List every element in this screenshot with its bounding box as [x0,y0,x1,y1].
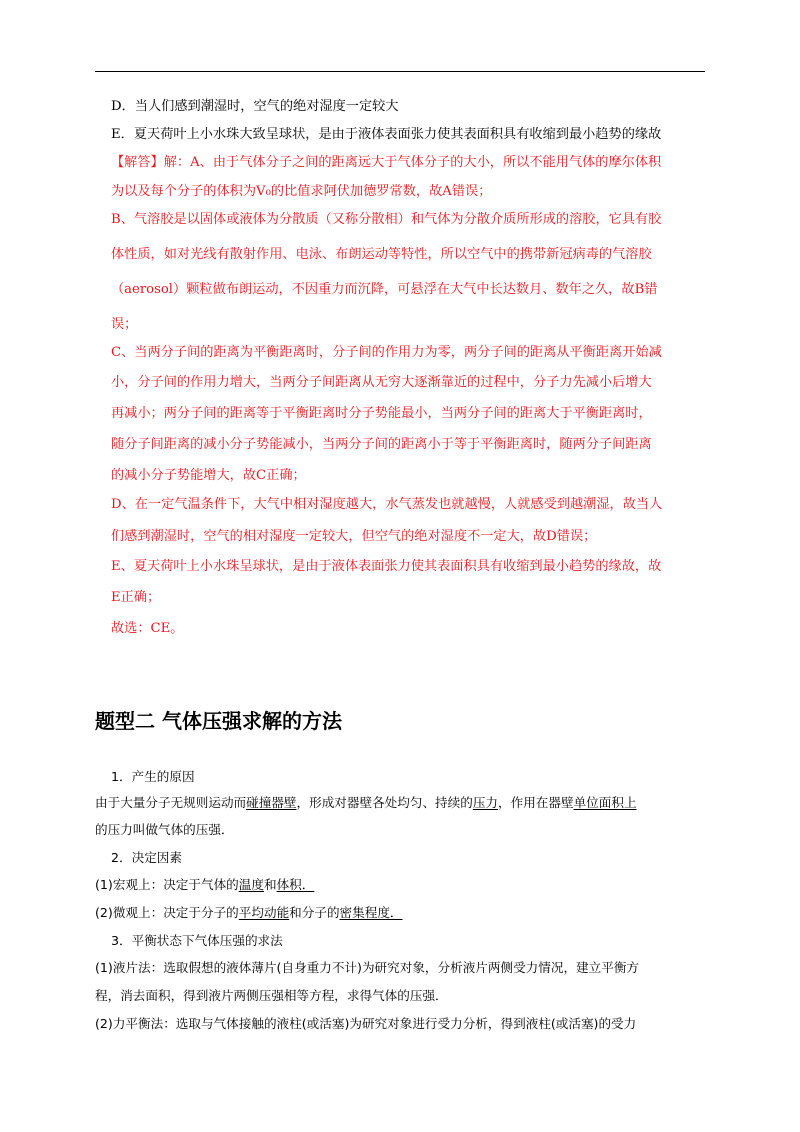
p3-method-1-line-1: (1)液片法：选取假想的液体薄片(自身重力不计)为研究对象，分析液片两侧受力情况，建立平衡方 [95,960,640,975]
option-e: E．夏天荷叶上小水珠大致呈球状，是由于液体表面张力使其表面积具有收缩到最小趋势的缘故 [111,127,662,142]
p3-title: 3．平衡状态下气体压强的求法 [111,933,283,948]
answer-line-15: E正确； [111,590,161,605]
p2-macro: (1)宏观上：决定于气体的温度和体积． [95,877,315,892]
answer-line-9: 再减小；两分子间的距离等于平衡距离时分子势能最小，当两分子间的距离大于平衡距离时， [111,406,652,421]
answer-line-6: 误； [111,317,138,332]
p2-title: 2．决定因素 [111,850,182,865]
answer-line-4: 体性质，如对光线有散射作用、电泳、布朗运动等特性，所以空气中的携带新冠病毒的气溶胶 [111,247,652,262]
answer-line-11: 的减小分子势能增大，故C正确； [111,468,306,483]
answer-tag: 【解答】 [111,155,164,170]
answer-line-12: D、在一定气温条件下，大气中相对湿度越大，水气蒸发也就越慢，人就感受到越潮湿，故当人 [111,497,663,512]
section-title: 题型二 气体压强求解的方法 [95,709,342,733]
answer-line-3: B、气溶胶是以固体或液体为分散质（又称分散相）和气体为分散介质所形成的溶胶，它具有胶 [111,212,662,227]
p3-method-1-line-2: 程，消去面积，得到液片两侧压强相等方程，求得气体的压强． [95,988,448,1003]
answer-line-2: 为以及每个分子的体积为V₀的比值求阿伏加德罗常数，故A错误； [111,184,492,199]
answer-line-7: C、当两分子间的距离为平衡距离时，分子间的作用力为零，两分子间的距离从平衡距离开始减 [111,345,662,360]
p1-title: 1．产生的原因 [111,769,195,784]
answer-line-16: 故选：CE。 [111,621,184,636]
answer-line-8: 小，分子间的作用力增大，当两分子间距离从无穷大逐渐靠近的过程中，分子力先减小后增大 [111,375,652,390]
p1-body-line-2: 的压力叫做气体的压强． [95,822,234,837]
header-rule [95,71,705,72]
p2-micro: (2)微观上：决定于分子的平均动能和分子的密集程度． [95,905,403,920]
answer-line-5: （aerosol）颗粒做布朗运动，不因重力而沉降，可悬浮在大气中长达数月、数年之久，故B错 [111,282,658,297]
option-d: D．当人们感到潮湿时，空气的绝对湿度一定较大 [111,99,399,114]
answer-line-13: 们感到潮湿时，空气的相对湿度一定较大，但空气的绝对湿度不一定大，故D错误； [111,529,597,544]
answer-line-1: 【解答】解：A、由于气体分子之间的距离远大于气体分子的大小，所以不能用气体的摩尔体积 [111,155,662,170]
answer-line-10: 随分子间距离的减小分子势能减小，当两分子间的距离小于等于平衡距离时，随两分子间距离 [111,437,652,452]
p1-body-line-1: 由于大量分子无规则运动而碰撞器壁，形成对器壁各处均匀、持续的压力，作用在器壁单位面积上 [95,795,637,810]
answer-line-14: E、夏天荷叶上小水珠呈球状，是由于液体表面张力使其表面积具有收缩到最小趋势的缘故，故 [111,559,662,574]
p3-method-2-line-1: (2)力平衡法：选取与气体接触的液柱(或活塞)为研究对象进行受力分析，得到液柱(或活塞)的受力 [95,1016,637,1031]
